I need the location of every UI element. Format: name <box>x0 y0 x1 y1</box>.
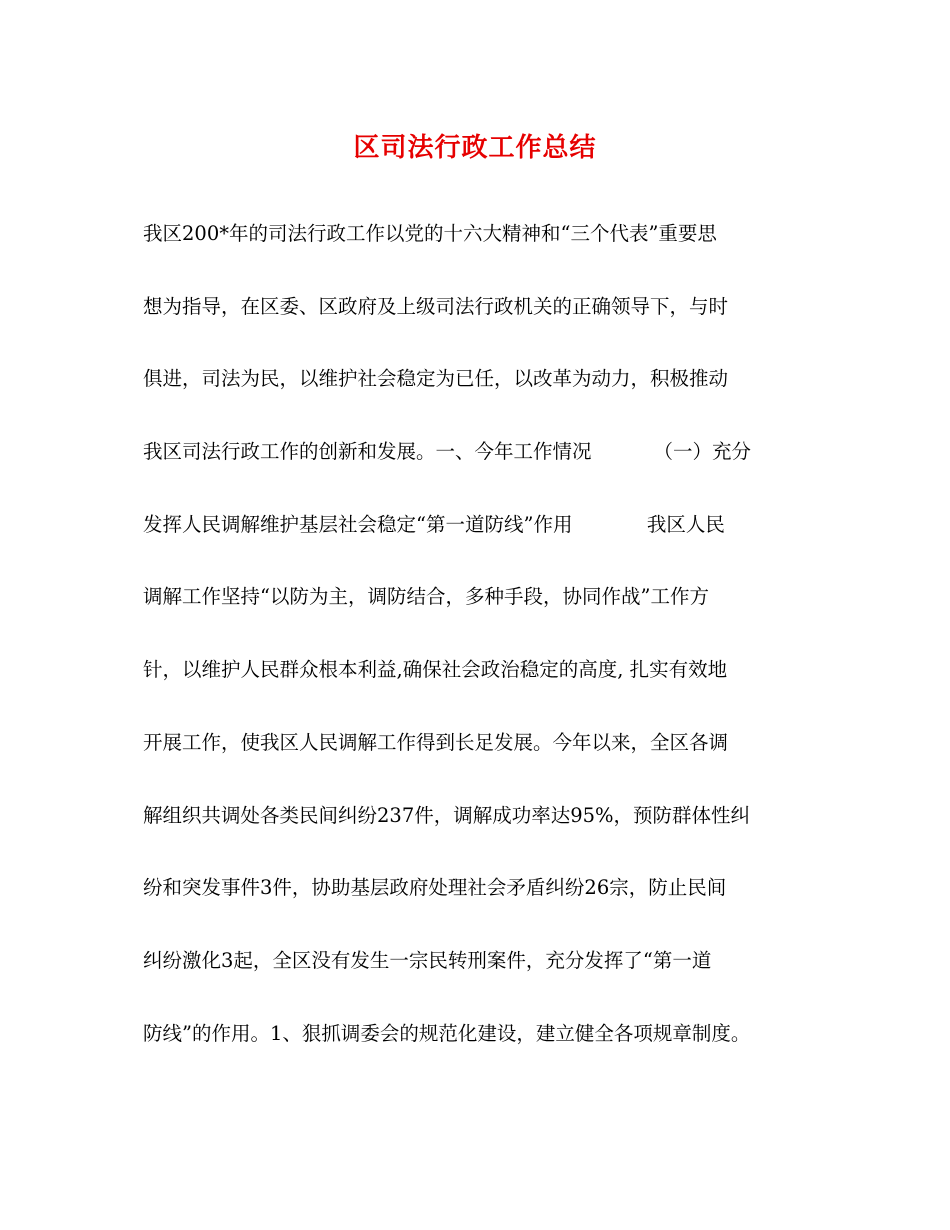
document-body <box>143 214 833 1086</box>
body-line: 我区200*年的司法行政工作以党的十六大精神和“三个代表”重要思 <box>143 222 717 245</box>
body-line: 纠纷激化3起，全区没有发生一宗民转刑案件，充分发挥了“第一道 <box>143 948 712 972</box>
body-line: 纷和突发事件3件，协助基层政府处理社会矛盾纠纷26宗，防止民间 <box>143 876 727 900</box>
body-line: 俱进，司法为民，以维护社会稳定为已任，以改革为动力，积极推动 <box>143 367 729 391</box>
document-title: 区司法行政工作总结 <box>353 133 597 163</box>
body-line: 发挥人民调解维护基层社会稳定“第一道防线”作用 我区人民 <box>143 512 725 536</box>
body-line: 开展工作，使我区人民调解工作得到长足发展。今年以来，全区各调 <box>143 730 729 754</box>
body-line: 解组织共调处各类民间纠纷237件，调解成功率达95%，预防群体性纠 <box>143 803 751 827</box>
body-line: 想为指导，在区委、区政府及上级司法行政机关的正确领导下，与时 <box>143 294 729 318</box>
body-line: 调解工作坚持“以防为主，调防结合，多种手段，协同作战”工作方 <box>143 585 709 609</box>
body-line: 针，以维护人民群众根本利益,确保社会政治稳定的高度, 扎实有效地 <box>143 658 728 682</box>
body-line: 我区司法行政工作的创新和发展。一、今年工作情况 （一）充分 <box>143 440 751 464</box>
body-line: 防线”的作用。1、狠抓调委会的规范化建设，建立健全各项规章制度。 <box>143 1021 751 1045</box>
